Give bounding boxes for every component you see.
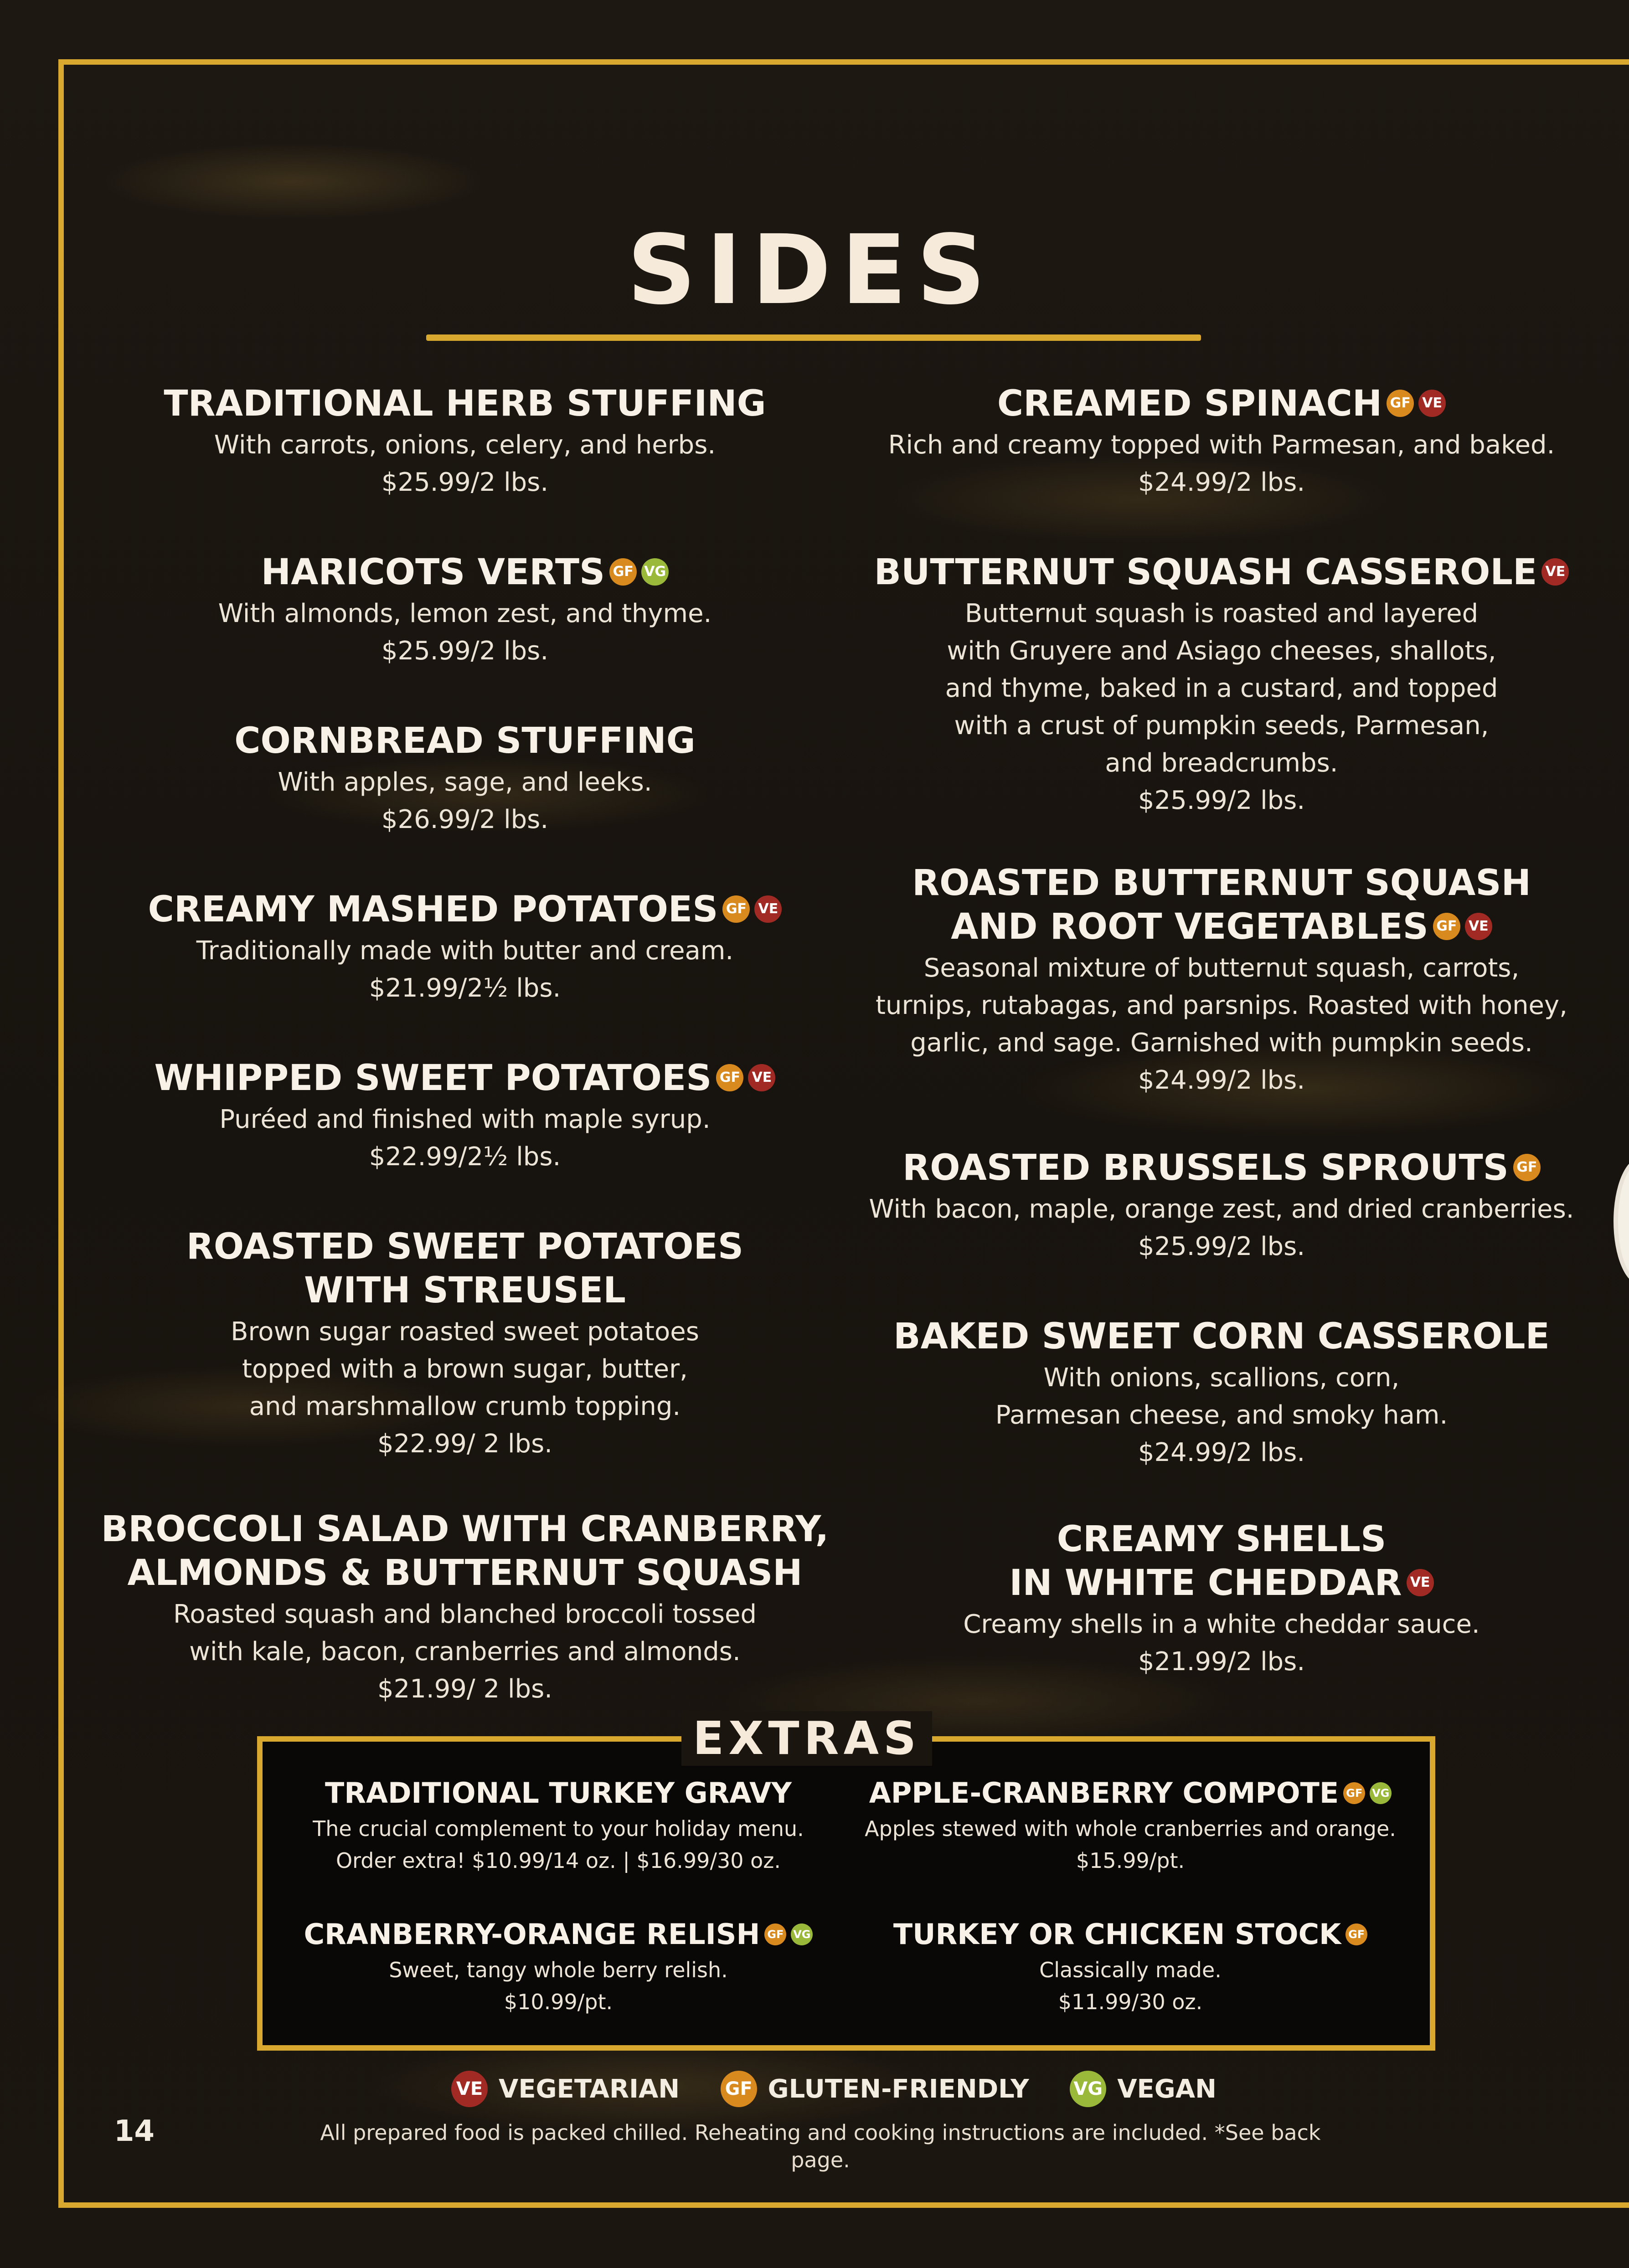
gluten-friendly-badge-icon: GF (1513, 1154, 1541, 1181)
item-desc: with a crust of pumpkin seeds, Parmesan, (954, 711, 1489, 741)
page-number: 14 (114, 2114, 155, 2148)
vegetarian-badge-icon: VE (1418, 390, 1446, 417)
extra-item-cranberry-orange-relish (273, 1916, 843, 2016)
item-desc: turnips, rutabagas, and parsnips. Roasted with honey, (876, 991, 1567, 1020)
item-price: $11.99/30 oz. (1058, 1990, 1203, 2014)
dietary-legend (451, 2069, 1248, 2110)
footnote: All prepared food is packed chilled. Reheating and cooking instructions are included. *See back page. (320, 2120, 1321, 2172)
item-desc: Creamy shells in a white cheddar sauce. (963, 1610, 1480, 1639)
item-desc: and marshmallow crumb topping. (249, 1392, 681, 1421)
menu-item-mashed-potatoes (146, 888, 784, 1006)
item-desc: and thyme, baked in a custard, and topped (945, 674, 1498, 703)
item-desc: With apples, sage, and leeks. (278, 767, 652, 797)
item-price: $24.99/2 lbs. (1138, 1065, 1305, 1095)
item-price: $25.99/2 lbs. (1138, 786, 1305, 815)
item-name-text: CREAMY MASHED POTATOES (148, 889, 718, 930)
item-price: $24.99/2 lbs. (1138, 1438, 1305, 1467)
item-name-text: IN WHITE CHEDDAR (1009, 1563, 1402, 1604)
item-desc: and breadcrumbs. (1105, 748, 1338, 778)
item-name (839, 1775, 1422, 1811)
item-price: $10.99/pt. (504, 1990, 613, 2014)
item-desc: topped with a brown sugar, butter, (242, 1354, 688, 1384)
page-title: SIDES (627, 214, 996, 326)
gluten-friendly-badge-icon: GF (721, 2071, 757, 2107)
gluten-friendly-badge-icon: GF (716, 1064, 743, 1091)
item-price: $24.99/2 lbs. (1138, 468, 1305, 497)
item-desc: with Gruyere and Asiago cheeses, shallots, (947, 636, 1496, 666)
item-name (839, 1916, 1422, 1953)
item-name-text: WHIPPED SWEET POTATOES (154, 1058, 712, 1099)
item-price: $21.99/2 lbs. (1138, 1647, 1305, 1677)
menu-item-sweet-corn-casserole (857, 1315, 1586, 1471)
menu-item-broccoli-salad (100, 1507, 830, 1707)
item-name (857, 550, 1586, 594)
item-name-line-2: WITH STREUSEL (304, 1270, 626, 1311)
vegan-badge-icon: VG (1070, 2071, 1106, 2107)
item-name-text: CREAMED SPINACH (997, 383, 1382, 424)
item-name (857, 382, 1586, 426)
item-price: $25.99/2 lbs. (1138, 1232, 1305, 1261)
item-name: TRADITIONAL HERB STUFFING (164, 383, 766, 424)
item-name-text: APPLE-CRANBERRY COMPOTE (869, 1776, 1339, 1810)
legend-label: VEGAN (1117, 2074, 1217, 2104)
vegetarian-badge-icon: VE (451, 2071, 488, 2107)
item-name: CORNBREAD STUFFING (234, 720, 696, 761)
extra-item-turkey-chicken-stock (839, 1916, 1422, 2016)
menu-item-brussels-sprouts (857, 1146, 1586, 1265)
menu-item-roasted-sweet-potatoes (146, 1225, 784, 1462)
item-desc: Brown sugar roasted sweet potatoes (231, 1317, 699, 1347)
item-price: $26.99/2 lbs. (381, 805, 549, 834)
item-desc: garlic, and sage. Garnished with pumpkin seeds. (910, 1028, 1533, 1058)
item-name (273, 1916, 843, 1953)
item-desc: Puréed and finished with maple syrup. (219, 1105, 711, 1134)
item-price: $21.99/ 2 lbs. (377, 1674, 553, 1704)
item-desc: With almonds, lemon zest, and thyme. (218, 599, 712, 628)
item-name-line-1: ROASTED SWEET POTATOES (186, 1226, 744, 1267)
extra-item-turkey-gravy (273, 1775, 843, 1875)
item-price: $25.99/2 lbs. (381, 636, 549, 666)
item-name-text: ROASTED BRUSSELS SPROUTS (902, 1147, 1509, 1188)
item-price: $22.99/ 2 lbs. (377, 1429, 553, 1459)
item-name-line-2: ALMONDS & BUTTERNUT SQUASH (127, 1553, 803, 1594)
gluten-friendly-badge-icon: GF (1345, 1923, 1367, 1945)
item-name (146, 888, 784, 931)
extras-title: EXTRAS (681, 1711, 932, 1766)
item-desc: with kale, bacon, cranberries and almonds. (189, 1637, 741, 1666)
item-price: Order extra! $10.99/14 oz. | $16.99/30 oz. (335, 1848, 781, 1873)
item-name-line-1: BROCCOLI SALAD WITH CRANBERRY, (101, 1509, 829, 1550)
item-name-text: CRANBERRY-ORANGE RELISH (304, 1918, 760, 1951)
title-underline (426, 334, 1201, 341)
item-desc: Apples stewed with whole cranberries and orange. (865, 1816, 1396, 1841)
vegan-badge-icon: VG (641, 558, 669, 586)
gluten-friendly-badge-icon: GF (1387, 390, 1414, 417)
legend-label: GLUTEN-FRIENDLY (768, 2074, 1029, 2104)
vegan-badge-icon: VG (791, 1923, 813, 1945)
vegetarian-badge-icon: VE (1407, 1569, 1434, 1596)
menu-item-herb-stuffing (146, 382, 784, 500)
item-price: $15.99/pt. (1076, 1848, 1185, 1873)
gluten-friendly-badge-icon: GF (722, 895, 750, 923)
item-price: $22.99/2½ lbs. (369, 1142, 561, 1172)
item-name (146, 1056, 784, 1100)
menu-item-haricots-verts (146, 550, 784, 669)
menu-item-roasted-butternut-root-veg (857, 861, 1586, 1098)
item-name-text: HARICOTS VERTS (261, 552, 605, 593)
legend-gluten-friendly (721, 2069, 1029, 2110)
item-desc: Seasonal mixture of butternut squash, carrots, (923, 953, 1520, 983)
item-price: $25.99/2 lbs. (381, 468, 549, 497)
item-name-line-2 (857, 905, 1586, 949)
item-desc: With bacon, maple, orange zest, and dried cranberries. (869, 1194, 1574, 1224)
item-desc: Butternut squash is roasted and layered (964, 599, 1479, 628)
item-desc: With onions, scallions, corn, (1043, 1363, 1400, 1393)
item-desc: The crucial complement to your holiday menu. (313, 1816, 804, 1841)
vegetarian-badge-icon: VE (1541, 558, 1569, 586)
item-desc: Sweet, tangy whole berry relish. (389, 1958, 728, 1982)
item-desc: With carrots, onions, celery, and herbs. (214, 430, 716, 460)
vegetarian-badge-icon: VE (1465, 913, 1492, 940)
item-desc: Classically made. (1039, 1958, 1222, 1982)
item-name-line-1: CREAMY SHELLS (1057, 1519, 1387, 1560)
menu-item-cornbread-stuffing (146, 719, 784, 838)
item-name-line-2 (857, 1561, 1586, 1605)
item-name-text: BUTTERNUT SQUASH CASSEROLE (874, 552, 1537, 593)
menu-item-creamy-shells (857, 1517, 1586, 1680)
gluten-friendly-badge-icon: GF (1343, 1782, 1365, 1804)
menu-item-butternut-squash-casserole (857, 550, 1586, 818)
item-desc: Traditionally made with butter and cream. (196, 936, 734, 966)
item-name-line-1: ROASTED BUTTERNUT SQUASH (912, 863, 1531, 904)
item-name-text: TURKEY OR CHICKEN STOCK (893, 1918, 1341, 1951)
item-name: TRADITIONAL TURKEY GRAVY (325, 1776, 792, 1810)
gluten-friendly-badge-icon: GF (609, 558, 637, 586)
menu-item-creamed-spinach (857, 382, 1586, 500)
legend-vegan (1070, 2069, 1217, 2110)
item-name (857, 1146, 1586, 1190)
vegan-badge-icon: VG (1370, 1782, 1392, 1804)
gluten-friendly-badge-icon: GF (764, 1923, 786, 1945)
vegetarian-badge-icon: VE (754, 895, 782, 923)
item-desc: Roasted squash and blanched broccoli tossed (173, 1599, 757, 1629)
menu-item-whipped-sweet-potatoes (146, 1056, 784, 1175)
item-name: BAKED SWEET CORN CASSEROLE (893, 1316, 1550, 1357)
item-desc: Parmesan cheese, and smoky ham. (995, 1400, 1448, 1430)
legend-label: VEGETARIAN (499, 2074, 680, 2104)
extra-item-apple-cranberry-compote (839, 1775, 1422, 1875)
item-desc: Rich and creamy topped with Parmesan, and baked. (888, 430, 1555, 460)
gluten-friendly-badge-icon: GF (1433, 913, 1460, 940)
vegetarian-badge-icon: VE (748, 1064, 775, 1091)
legend-vegetarian (451, 2069, 680, 2110)
item-name-text: AND ROOT VEGETABLES (951, 906, 1428, 947)
item-name (146, 550, 784, 594)
item-price: $21.99/2½ lbs. (369, 973, 561, 1003)
